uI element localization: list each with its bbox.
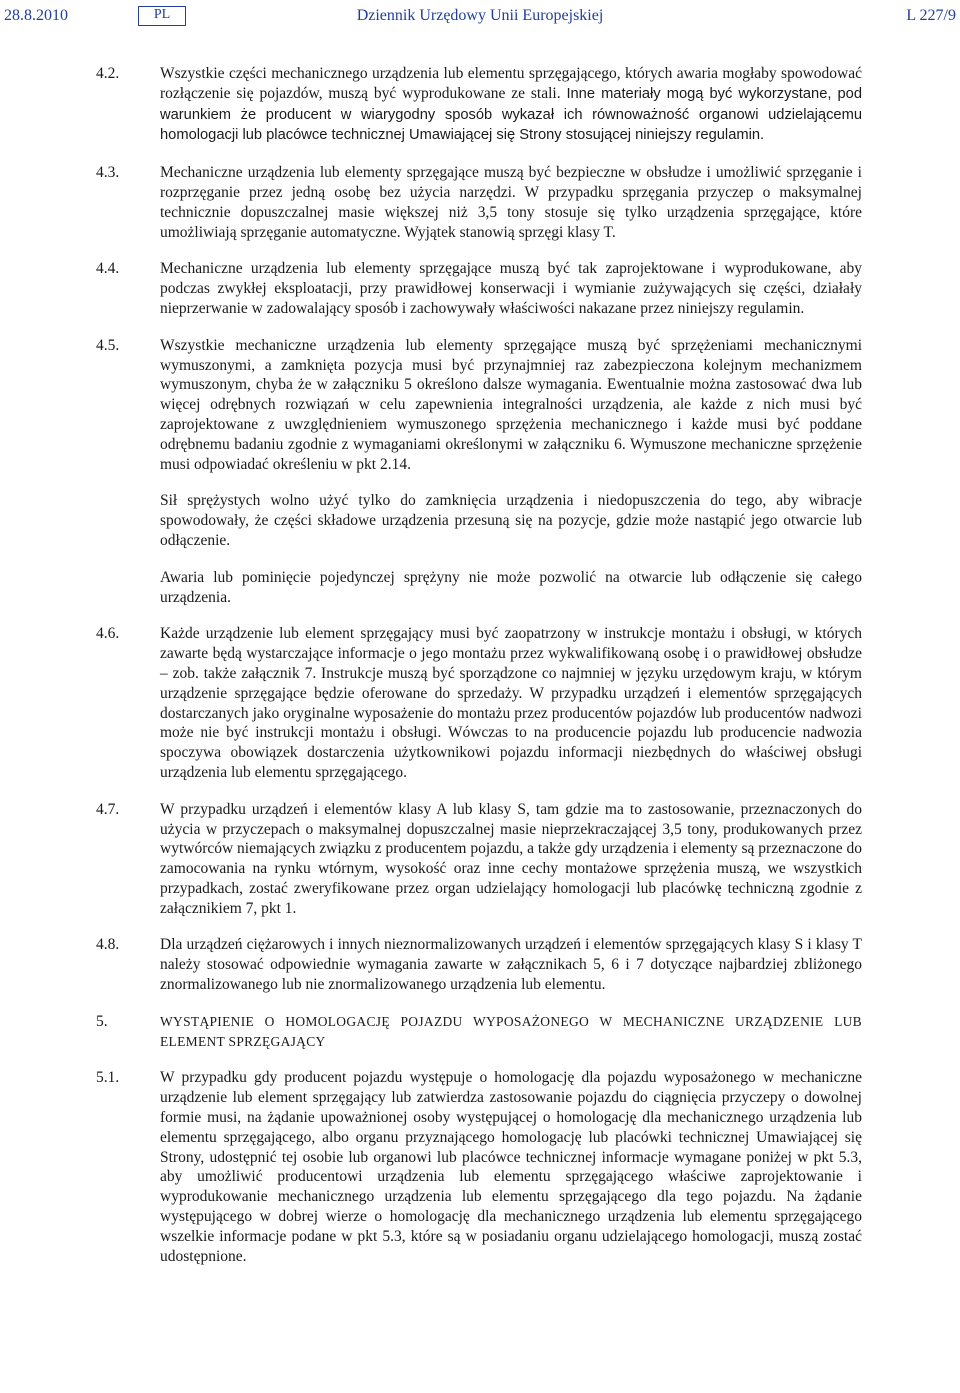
section-text: Dla urządzeń ciężarowych i innych nieznormalizowanych urządzeń i elementów sprzęgających klasy S i klasy T należy stosować odpowiednie wymagania zawarte w załącznikach 5, 6 i 7 dotyczące najbardziej zbliżonego znormalizowanego lub nie znormalizowanego urządzenia lub elementu. [160,936,862,994]
section-number: 4.5. [96,336,120,354]
journal-title: Dziennik Urzędowy Unii Europejskiej [356,7,604,24]
section-4-6 [96,624,862,782]
publication-date: 28.8.2010 [4,7,68,24]
section-4-5 [96,336,862,608]
section-4-7 [96,800,862,919]
section-inserted-text: Inne materiały mogą być wykorzystane, pod warunkiem że producent w wiarygodny sposób wykazał ich równoważność organowi udzielającemu homologacji lub placówce technicznej Umawiającej się Strony stosującej niniejszy regulamin. [160,85,863,144]
section-4-2 [96,64,862,146]
section-number: 5. [96,1012,108,1030]
section-text: Mechaniczne urządzenia lub elementy sprzęgające muszą być bezpieczne w obsłudze i umożliwić sprzęganie i rozprzęganie przez jedną osobę bez użycia narzędzi. W przypadku sprzęgania przyczep o maksymalnej technicznie dopuszczalnej masie większej niż 3,5 tony stosuje się tylko urządzenia sprzęgające, które umożliwiają sprzęganie automatyczne. Wyjątek stanowią sprzęgi klasy T. [160,164,862,241]
section-text [160,336,862,608]
section-number: 4.4. [96,260,120,278]
section-number: 5.1. [96,1069,120,1087]
section-4-4 [96,259,862,318]
section-paragraph: Wszystkie mechaniczne urządzenia lub elementy sprzęgające muszą być sprzężeniami mechanicznymi wymuszonymi, a zamknięta pozycja musi być przynajmniej raz zabezpieczona kolejnym mechanizmem wymuszonym, chyba że w załączniku 5 określono dalsze wymagania. Ewentualnie można zastosować dwa lub więcej odrębnych rozwiązań w celu zapewnienia integralności urządzenia, ale każde z nich musi być zaprojektowane z uwzględnieniem wymuszonego sprzężenia mechanicznego i każde musi być poddane odrębnemu badaniu zgodnie z wymaganiami określonymi w załączniku 6. Wymuszone mechaniczne sprzężenie musi odpowiadać określeniu w pkt 2.14. [160,336,862,473]
section-5 [96,1012,862,1052]
section-4-3 [96,163,862,242]
section-number: 4.2. [96,65,120,82]
section-heading: WYSTĄPIENIE O HOMOLOGACJĘ POJAZDU WYPOSAŻONEGO W MECHANICZNE URZĄDZENIE LUB ELEMENT SPRZĘGAJĄCY [160,1013,862,1049]
section-paragraph: Sił sprężystych wolno użyć tylko do zamknięcia urządzenia i niedopuszczenia do tego, aby wibracje spowodowały, że części składowe urządzenia przesuną się na pozycje, gdzie może nastąpić jego otwarcie lub odłączenie. [160,492,862,549]
section-number: 4.3. [96,164,120,182]
section-number: 4.7. [96,800,120,818]
section-text: Mechaniczne urządzenia lub elementy sprzęgające muszą być tak zaprojektowane i wyprodukowane, aby podczas zwykłej eksploatacji, przy prawidłowej konserwacji i wymianie zużywających się części, działały nieprzerwanie w zadowalający sposób i zachowywały właściwości nakazane przez niniejszy regulamin. [160,260,862,317]
document-body [96,64,862,1283]
section-5-1 [96,1068,862,1266]
section-text [160,64,862,146]
section-number: 4.6. [96,625,120,643]
section-lead-text: Wszystkie części mechanicznego urządzenia lub elementu sprzęgającego, których awaria mogłaby spowodować rozłączenie się pojazdów, muszą być wyprodukowane ze stali. [160,65,862,102]
language-badge: PL [138,6,186,26]
section-text: W przypadku urządzeń i elementów klasy A lub klasy S, tam gdzie ma to zastosowanie, przeznaczonych do użycia w przyczepach o maksymalnej dopuszczalnej masie nieprzekraczającej 3,5 tony, produkowanych przez wytwórców niemających związku z producentem pojazdu, a także gdy urządzenia i elementy są przeznaczone do zamocowania na rynku wtórnym, wysokość oraz inne cechy montażowe sprzężenia muszą, we wszystkich przypadkach, zostać zweryfikowane przez organ udzielający homologacji lub placówkę techniczną zgodnie z załącznikiem 7, pkt 1. [160,800,862,917]
section-4-8 [96,935,862,994]
section-paragraph: Awaria lub pominięcie pojedynczej sprężyny nie może pozwolić na otwarcie lub odłączenie się całego urządzenia. [160,568,862,606]
section-number: 4.8. [96,936,120,954]
page-header [4,6,956,30]
page-reference: L 227/9 [906,7,956,24]
section-text: W przypadku gdy producent pojazdu występuje o homologację dla pojazdu wyposażonego w mechaniczne urządzenie lub element sprzęgający lub zatwierdza zastosowanie pojazdu do ciągnięcia przyczepy o dowolnej formie musi, na żądanie upoważnionej osoby występującej o homologację dla mechanicznego urządzenia lub elementu sprzęgającego, albo organu przyznającego homologację lub placówki technicznej Umawiającej się Strony, udostępnić tej osobie lub organowi lub placówce technicznej informacje wymagane poniżej w pkt 5.3, aby umożliwić producentowi urządzenia lub elementu sprzęgającego właściwe zaprojektowanie i wyprodukowanie mechanicznego urządzenia lub elementu sprzęgającego dla tego pojazdu. Na żądanie występującego w dobrej wierze o homologację dla mechanicznego urządzenia lub elementu sprzęgającego wszelkie informacje podane w pkt 5.3, które są w posiadaniu organu udzielającego homologacji, muszą zostać udostępnione. [160,1069,862,1265]
section-text: Każde urządzenie lub element sprzęgający musi być zaopatrzony w instrukcje montażu i obsługi, w których zawarte będą wystarczające informacje o jego montażu przez wykwalifikowaną osobę i o prawidłowej obsłudze – zob. także załącznik 7. Instrukcje muszą być sporządzone co najmniej w języku urzędowym kraju, w którym urządzenie sprzęgające będzie oferowane do sprzedaży. W przypadku urządzeń i elementów sprzęgających dostarczanych jako oryginalne wyposażenie do montażu przez producentów pojazdów lub producentów nadwozi może nie być instrukcji montażu i obsługi. Wówczas to na producencie pojazdu lub producencie nadwozia spoczywa obowiązek dostarczenia użytkownikowi pojazdu informacji niezbędnych do właściwej obsługi urządzenia lub elementu sprzęgającego. [160,625,862,781]
section-paragraph [160,64,862,146]
